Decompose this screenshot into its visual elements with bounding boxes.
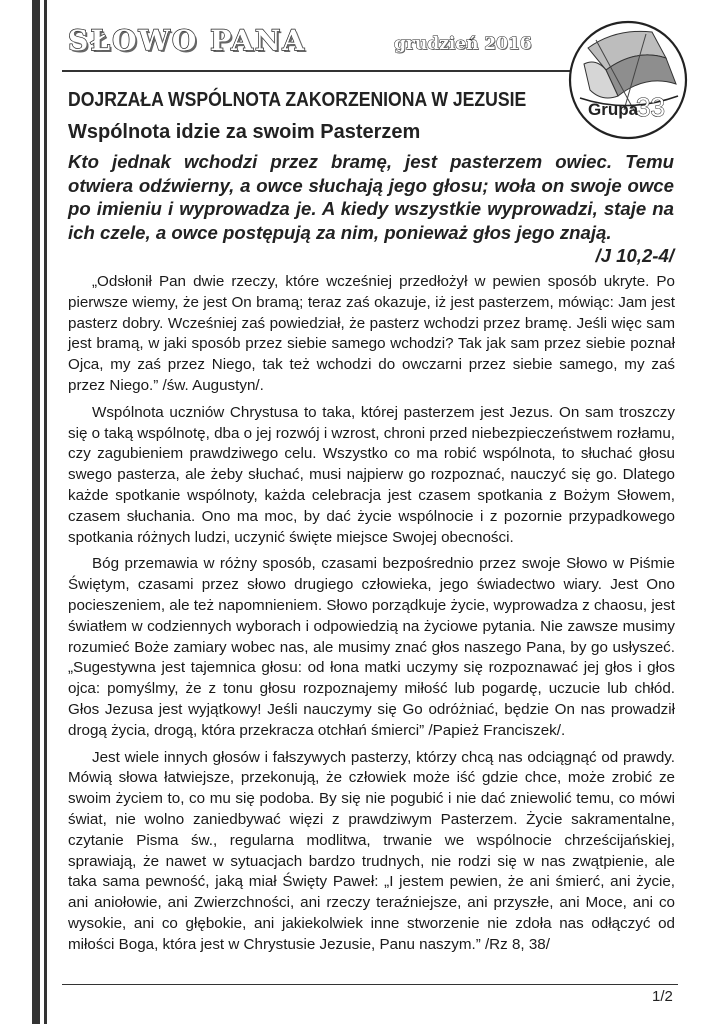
- paragraph-2: Wspólnota uczniów Chrystusa to taka, której pasterzem jest Jezus. On sam troszczy się o taką wspólnotę, dba o jej rozwój i wzrost, chroni przed niebezpieczeństwem rozłamu, czy zagubieniem prawdziwego celu. Wszystko co ma robić wspólnota, to słuchać głosu swego pasterza, ale żeby słuchać, musi najpierw go rozpoznać, nauczyć się go. Dlatego każde spotkanie wspólnoty, każda celebracja jest czasem spotkania z Bożym Słowem, czasem słuchania. Ono ma moc, by dać życie wspólnocie i z pozornie przypadkowego spotkania różnych ludzi, uczynić święte miejsce Swojej obecności.: [68, 403, 675, 546]
- scripture-reference: /J 10,2-4/: [595, 245, 674, 267]
- article-body: [68, 272, 675, 962]
- logo-number: 33: [636, 92, 665, 122]
- scripture-quote-text: Kto jednak wchodzi przez bramę, jest pasterzem owiec. Temu otwiera odźwierny, a owce słuchają jego głosu; woła on swoje owce po imieniu i wyprowadza je. A kiedy wszystkie wyprowadzi, staje na ich czele, a owce postępują za nim, ponieważ głos jego znają.: [68, 151, 674, 243]
- left-margin-bar-thick: [32, 0, 40, 1024]
- logo-label: Grupa: [588, 100, 639, 119]
- group-logo-icon: [566, 18, 690, 142]
- masthead-title: SŁOWO PANA: [68, 24, 307, 57]
- article-subtitle: Wspólnota idzie za swoim Pasterzem: [68, 121, 421, 143]
- article-headline: DOJRZAŁA WSPÓLNOTA ZAKORZENIONA W JEZUSIE: [68, 89, 527, 111]
- scripture-quote: [68, 150, 674, 268]
- paragraph-1: „Odsłonił Pan dwie rzeczy, które wcześniej przedłożył w pewien sposób ukryte. Po pierwsze wiemy, że jest On bramą; teraz zaś okazuje, iż jest pasterzem, mówiąc: Jam jest pasterz dobry. Wcześniej zaś powiedział, że pasterz wchodzi przez bramę. Jeśli więc sam jest bramą, w jaki sposób przez siebie samego wchodzi? Tak jak sam przez siebie poznał Ojca, my zaś przez Niego, tak też wchodzi do owczarni przez siebie samego, my zaś przez Niego.” /św. Augustyn/.: [68, 273, 675, 394]
- paragraph-3: Bóg przemawia w różny sposób, czasami bezpośrednio przez swoje Słowo w Piśmie Świętym, czasami przez słowo drugiego człowieka, jego świadectwo wiary. Jest Ono pocieszeniem, ale też napomnieniem. Słowo porządkuje życie, wyprowadza z chaosu, jest światłem w codziennych wyborach i odpowiedzią na życiowe pytania. Nie zawsze musimy rozumieć Boże zamiary wobec nas, ale musimy znać głos naszego Pana, by go usłyszeć. „Sugestywna jest tajemnica głosu: od łona matki uczymy się rozpoznawać jej głos i głos ojca: pomyślmy, że z tonu głosu rozpoznajemy miłość lub pogardę, uczucie lub chłód. Głos Jezusa jest wyjątkowy! Jeśli nauczymy się Go odróżniać, będzie On nas prowadził drogą życia, drogą, która przekracza otchłań śmierci” /Papież Franciszek/.: [68, 555, 675, 739]
- page-number: 1/2: [652, 988, 673, 1005]
- masthead: [68, 24, 568, 64]
- left-margin-bar-thin: [44, 0, 47, 1024]
- paragraph-4: Jest wiele innych głosów i fałszywych pasterzy, którzy chcą nas odciągnąć od prawdy. Mówią słowa łatwiejsze, przekonują, że człowiek może iść gdzie chce, może zrobić ze swoim życiem to, co mu się podoba. By się nie pogubić i nie dać zniewolić temu, co mówi świat, nie wolno zaniedbywać więzi z prawdziwym Pasterzem. Życie sakramentalne, czytanie Pisma św., regularna modlitwa, trwanie we wspólnocie chrześcijańskiej, sprawiają, że nawet w sytuacjach bardzo trudnych, nie rodzi się w nas zwątpienie, ale taka sama pewność, jaką miał Święty Paweł: „I jestem pewien, że ani śmierć, ani życie, ani aniołowie, ani Zwierzchności, ani rzeczy teraźniejsze, ani przyszłe, ani Moce, ani co wysokie, ani co głębokie, ani jakiekolwiek inne stworzenie nie zdoła nas odłączyć od miłości Boga, która jest w Chrystusie Jezusie, Panu naszym.” /Rz 8, 38/: [68, 748, 675, 953]
- footer-rule: [62, 984, 678, 985]
- masthead-rule: [62, 70, 582, 72]
- masthead-date: grudzień 2016: [394, 34, 532, 54]
